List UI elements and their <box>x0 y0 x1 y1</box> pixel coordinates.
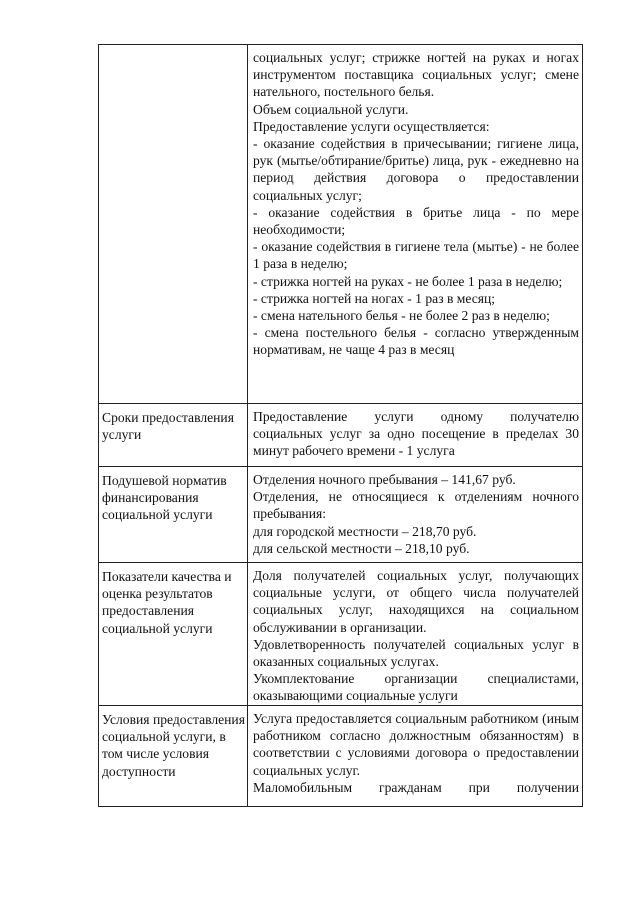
row-label-cell <box>99 563 248 706</box>
content-paragraph: социальных услуг; стрижке ногтей на руках и ногах инструментом поставщика социальных услуг; смене нательного, постельного белья. <box>253 50 579 100</box>
content-paragraph: Отделения ночного пребывания – 141,67 руб. <box>253 472 516 487</box>
content-paragraph: - стрижка ногтей на руках - не более 1 раза в неделю; <box>253 273 563 289</box>
content-paragraph: Удовлетворенность получателей социальных услуг в оказанных социальных услугах. <box>253 636 579 670</box>
row-label: Показатели качества и оценка результатов предоставления социальной услуги <box>102 569 232 636</box>
services-table <box>98 44 583 807</box>
content-paragraph: Укомплектование организации специалистами, оказывающими социальные услуги <box>253 671 579 704</box>
content-paragraph: - смена постельного белья - согласно утвержденным нормативам, не чаще 4 раз в месяц <box>253 325 579 358</box>
content-paragraph: Предоставление услуги осуществляется: <box>253 118 490 134</box>
content-paragraph: Услуга предоставляется социальным работником (иным работником согласно должностным обязанностям) в соответствии с условиями договора о предоставлении социальных услуг. <box>253 711 579 778</box>
row-content-cell <box>248 706 583 807</box>
row-label-cell <box>99 45 248 404</box>
row-label-cell <box>99 706 248 807</box>
row-label-cell <box>99 467 248 563</box>
content-paragraph: Доля получателей социальных услуг, получающих социальные услуги, от общего числа получателей социальных услуг, находящихся на социальном обслуживании в организации. <box>253 568 579 635</box>
table-row-financing <box>99 467 583 563</box>
content-paragraph: - оказание содействия в причесывании; гигиене лица, рук (мытье/обтирание/бритье) лица, рук - ежедневно на период действия договора о предоставлении социальных услуг; <box>253 136 579 203</box>
row-content-cell <box>248 563 583 706</box>
row-label: Условия предоставления социальной услуги, в том числе условия доступности <box>102 712 245 779</box>
row-label <box>99 45 247 52</box>
row-label: Сроки предоставления услуги <box>102 410 234 443</box>
table-row-quality <box>99 563 583 706</box>
content-paragraph: для сельской местности – 218,10 руб. <box>253 540 470 556</box>
row-content-cell <box>248 467 583 563</box>
row-label: Подушевой норматив финансирования социальной услуги <box>102 473 227 523</box>
content-paragraph: Объем социальной услуги. <box>253 101 409 117</box>
row-content-cell <box>248 404 583 467</box>
table-row-conditions <box>99 706 583 807</box>
content-paragraph: - стрижка ногтей на ногах - 1 раз в месяц; <box>253 290 496 306</box>
content-paragraph: - оказание содействия в гигиене тела (мытье) - не более 1 раза в неделю; <box>253 239 579 272</box>
row-label-cell <box>99 404 248 467</box>
content-paragraph: - смена нательного белья - не более 2 раз в неделю; <box>253 308 550 324</box>
table-row-description-continued <box>99 45 583 404</box>
content-paragraph: для городской местности – 218,70 руб. <box>253 523 477 539</box>
content-paragraph: Предоставление услуги одному получателю социальных услуг за одно посещение в пределах 30 минут рабочего времени - 1 услуга <box>253 409 579 459</box>
content-paragraph: - оказание содействия в бритье лица - по мере необходимости; <box>253 204 579 238</box>
content-paragraph: Маломобильным гражданам при получении <box>253 779 579 795</box>
content-paragraph: Отделения, не относящиеся к отделениям ночного пребывания: <box>253 489 579 522</box>
row-content-cell <box>248 45 583 404</box>
table-row-terms <box>99 404 583 467</box>
